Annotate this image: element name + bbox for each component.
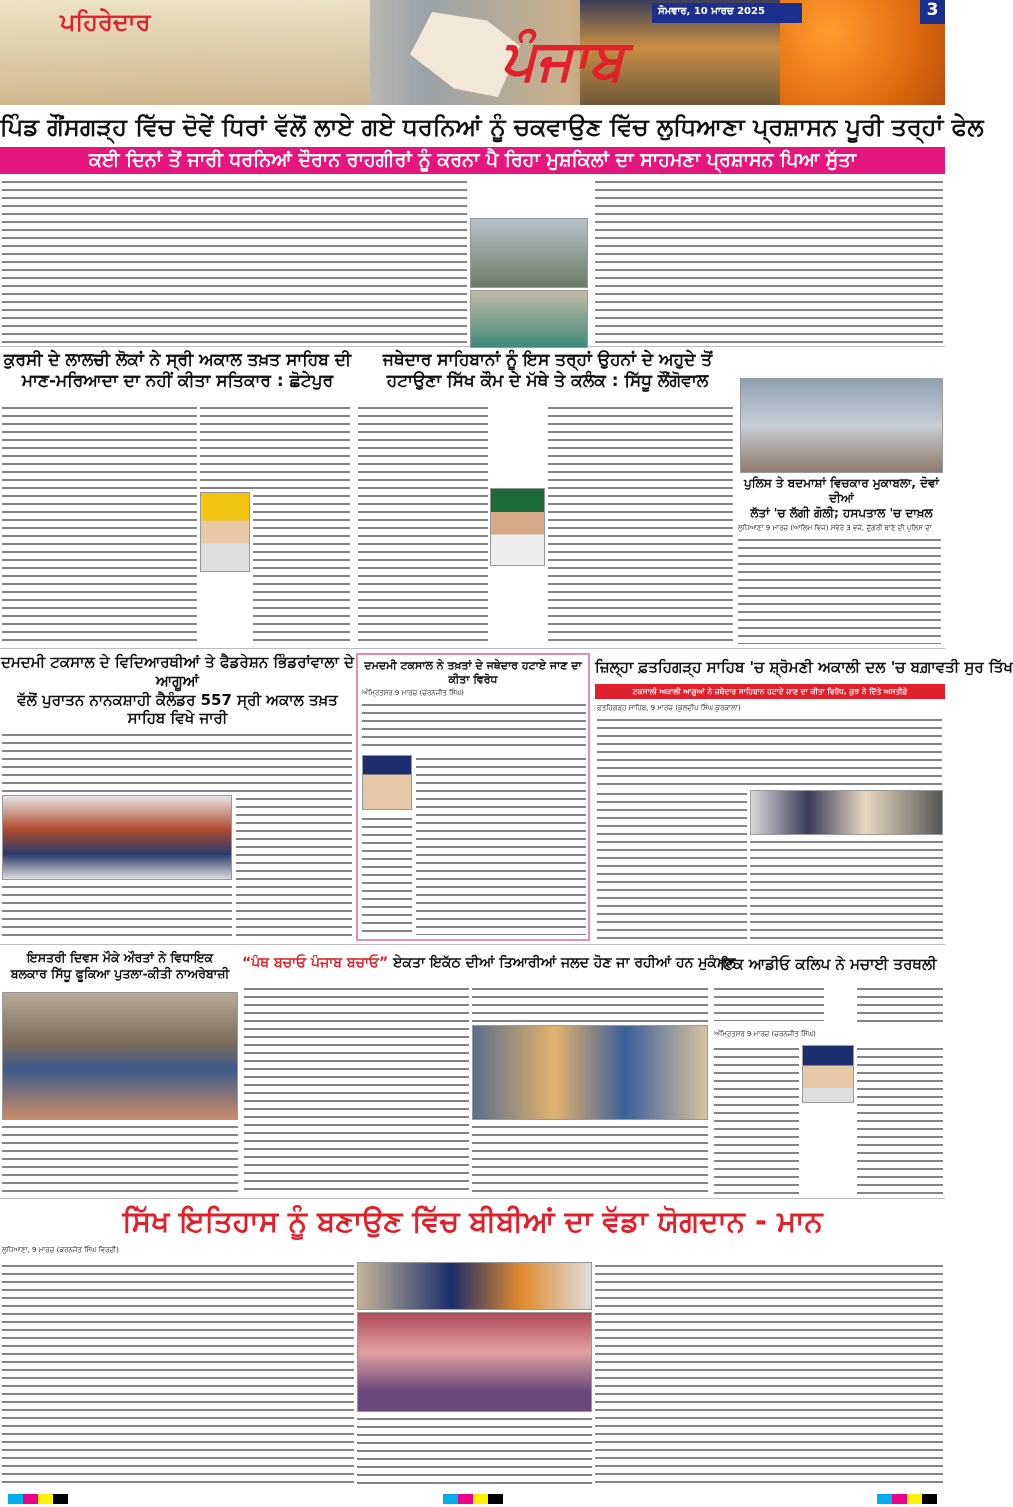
article-police-dateline: ਲੁਧਿਆਣਾ 9 ਮਾਰਚ (ਆਲਿਮ ਵਿਜ) ਸਵੇਰੇ 3 ਵਜੇ, ਦੁੱਗਰੀ ਥਾਣੇ ਦੀ ਪੁਲਿਸ ਦਾ <box>738 524 932 532</box>
article-longowal-body-2 <box>548 404 733 643</box>
registration-marks <box>443 1494 503 1504</box>
article-longowal-body <box>358 404 488 643</box>
masthead <box>0 0 945 105</box>
chhotepur-portrait <box>200 492 250 572</box>
masthead-photo-village-games <box>0 0 370 105</box>
article-fatehgarh-body-2 <box>597 790 747 940</box>
article-audio-clip-body-2 <box>714 1045 799 1195</box>
dharna-photo-1 <box>470 218 588 288</box>
article-fatehgarh-body <box>597 716 942 787</box>
article-police-headline: ਪੁਲਿਸ ਤੇ ਬਦਮਾਸ਼ਾਂ ਵਿਚਕਾਰ ਮੁਕਾਬਲਾ, ਦੋਵਾਂ ਦੀਆਂ ਲੱਤਾਂ 'ਚ ਲੱਗੀ ਗੋਲੀ; ਹਸਪਤਾਲ 'ਚ ਦਾਖ਼ਲ <box>744 476 939 520</box>
article-police <box>738 476 945 644</box>
divider <box>0 1198 945 1199</box>
article-panth-bachao-headline: “ਪੰਥ ਬਚਾਓ ਪੰਜਾਬ ਬਚਾਓ” ਏਕਤਾ ਇਕੱਠ ਦੀਆਂ ਤਿਆਰੀਆਂ ਜਲਦ ਹੋਣ ਜਾ ਰਹੀਆਂ ਹਨ ਮੁਕੰਮਲ <box>242 955 736 971</box>
taksal-leader-portrait <box>362 755 412 810</box>
registration-marks <box>877 1494 937 1504</box>
audio-clip-portrait <box>802 1045 854 1103</box>
article-panth-bachao-body <box>244 985 469 1195</box>
section-logo: ਪਹਿਰੇਦਾਰ <box>60 8 151 36</box>
section-title: ਪੰਜਾਬ <box>500 28 624 93</box>
date-label: ਸੋਮਵਾਰ, 10 ਮਾਰਚ 2025 <box>652 3 802 23</box>
article-taksal-box <box>356 653 590 941</box>
article-calendar-body <box>2 731 352 793</box>
article-chhotepur-body <box>2 404 197 643</box>
article-audio-clip-body-3 <box>857 985 943 1027</box>
article-police-body <box>738 536 941 644</box>
panth-bachao-meeting-photo <box>472 1025 708 1120</box>
lead-headline: ਪਿੰਡ ਗੌਂਸਗੜ੍ਹ ਵਿੱਚ ਦੋਵੇਂ ਧਿਰਾਂ ਵੱਲੋਂ ਲਾਏ ਗਏ ਧਰਨਿਆਂ ਨੂੰ ਚਕਵਾਉਣ ਵਿੱਚ ਲੁਧਿਆਣਾ ਪ੍ਰਸ਼ਾਸਨ ਪੂਰੀ ਤਰ੍ਹਾਂ ਫੇਲ <box>0 113 984 141</box>
divider <box>0 944 945 945</box>
article-calendar-body-2 <box>236 795 352 940</box>
article-panth-bachao-body-3 <box>472 1123 708 1195</box>
dharna-photo-2 <box>470 290 588 348</box>
article-womens-day-body <box>2 1123 238 1195</box>
fatehgarh-group-photo <box>750 790 943 835</box>
article-bibiyan-body <box>2 1262 354 1487</box>
bibiyan-audience-photo <box>357 1312 592 1412</box>
police-encounter-photo <box>740 378 943 473</box>
article-bibiyan-dateline: ਲੁਧਿਆਣਾ, 9 ਮਾਰਚ (ਕਰਨਜੋਤ ਸਿੰਘ ਵਿਰਦੀ) <box>2 1246 119 1254</box>
article-chhotepur-headline: ਕੁਰਸੀ ਦੇ ਲਾਲਚੀ ਲੋਕਾਂ ਨੇ ਸ੍ਰੀ ਅਕਾਲ ਤਖ਼ਤ ਸਾਹਿਬ ਦੀ ਮਾਣ-ਮਰਿਆਦਾ ਦਾ ਨਹੀਂ ਕੀਤਾ ਸਤਿਕਾਰ : ਛੋਟੇਪੁਰ <box>3 350 352 392</box>
article-bibiyan-body-3 <box>595 1262 943 1487</box>
calendar-release-photo <box>2 795 232 880</box>
article-taksal-headline: ਦਮਦਮੀ ਟਕਸਾਲ ਨੇ ਤਖ਼ਤਾਂ ਦੇ ਜਥੇਦਾਰ ਹਟਾਏ ਜਾਣ ਦਾ ਕੀਤਾ ਵਿਰੋਧ <box>364 659 582 686</box>
bibiyan-stage-photo <box>357 1262 592 1310</box>
effigy-protest-photo <box>2 992 238 1120</box>
article-fatehgarh-body-3 <box>750 838 943 940</box>
article-audio-clip-dateline: ਅੰਮ੍ਰਿਤਸਰ 9 ਮਾਰਚ (ਚਰਨਜੀਤ ਸਿੰਘ) <box>714 1030 816 1038</box>
longowal-portrait <box>490 488 545 566</box>
article-longowal-headline: ਜਥੇਦਾਰ ਸਾਹਿਬਾਨਾਂ ਨੂੰ ਇਸ ਤਰ੍ਹਾਂ ਉਹਨਾਂ ਦੇ ਅਹੁਦੇ ਤੋਂ ਹਟਾਉਣਾ ਸਿੱਖ ਕੌਮ ਦੇ ਮੱਥੇ ਤੇ ਕਲੰਕ : ਸਿੱਧੂ ਲੌਂਗੋਵਾਲ <box>382 350 713 392</box>
print-color-bar <box>0 1494 945 1507</box>
article-bibiyan-body-2 <box>357 1415 592 1487</box>
divider <box>0 648 945 649</box>
article-womens-day-headline: ਇਸਤਰੀ ਦਿਵਸ ਮੌਕੇ ਔਰਤਾਂ ਨੇ ਵਿਧਾਇਕ ਬਲਕਾਰ ਸਿੱਧੂ ਫੂਕਿਆ ਪੁਤਲਾ-ਕੀਤੀ ਨਾਅਰੇਬਾਜ਼ੀ <box>10 950 230 981</box>
article-chhotepur-body-2 <box>200 404 350 490</box>
article-calendar-body-3 <box>2 883 232 940</box>
article-audio-clip-body-4 <box>857 1045 943 1195</box>
article-audio-clip-headline: ਇਕ ਆਡੀਓ ਕਲਿਪ ਨੇ ਮਚਾਈ ਤਰਥਲੀ <box>720 955 937 973</box>
article-taksal-dateline: ਅੰਮ੍ਰਿਤਸਰ 9 ਮਾਰਚ (ਚਰਨਜੀਤ ਸਿੰਘ) <box>362 689 464 697</box>
article-panth-bachao-body-2 <box>472 985 708 1023</box>
article-calendar <box>0 653 355 793</box>
article-fatehgarh-dateline: ਫ਼ਤਹਿਗੜ੍ਹ ਸਾਹਿਬ, 9 ਮਾਰਚ (ਕੁਲਦੀਪ ਸਿੰਘ ਕੁਰਕਾਲਾ) <box>597 704 741 712</box>
lead-body-text-right <box>595 178 943 343</box>
lead-subheadline: ਕਈ ਦਿਨਾਂ ਤੋਂ ਜਾਰੀ ਧਰਨਿਆਂ ਦੌਰਾਨ ਰਾਹਗੀਰਾਂ ਨੂੰ ਕਰਨਾ ਪੈ ਰਿਹਾ ਮੁਸ਼ਕਿਲਾਂ ਦਾ ਸਾਹਮਣਾ ਪ੍ਰਸ਼ਾਸਨ ਪਿਆ ਸੁੱਤਾ <box>0 147 945 174</box>
article-fatehgarh-subheadline: ਟਕਸਾਲੀ ਅਕਾਲੀ ਆਗੂਆਂ ਨੇ ਜਥੇਦਾਰ ਸਾਹਿਬਾਨ ਹਟਾਏ ਜਾਣ ਦਾ ਕੀਤਾ ਵਿਰੋਧ, ਕੁਝ ਨੇ ਦਿੱਤੇ ਅਸਤੀਫ਼ੇ <box>595 684 945 699</box>
article-audio-clip-body <box>714 985 824 1021</box>
registration-marks <box>8 1494 68 1504</box>
article-calendar-headline: ਦਮਦਮੀ ਟਕਸਾਲ ਦੇ ਵਿਦਿਆਰਥੀਆਂ ਤੇ ਫੈਡਰੇਸ਼ਨ ਭਿੰਡਰਾਂਵਾਲਾ ਦੇ ਆਗੂਆਂ ਵੱਲੋਂ ਪੁਰਾਤਨ ਨਾਨਕਸ਼ਾਹੀ ਕੈਲੰਡਰ 557 ਸ੍ਰੀ ਅਕਾਲ ਤਖ਼ਤ ਸਾਹਿਬ ਵਿਖੇ ਜਾਰੀ <box>0 653 355 728</box>
article-bibiyan-headline: ਸਿੱਖ ਇਤਿਹਾਸ ਨੂੰ ਬਣਾਉਣ ਵਿੱਚ ਬੀਬੀਆਂ ਦਾ ਵੱਡਾ ਯੋਗਦਾਨ - ਮਾਨ <box>122 1204 823 1238</box>
article-fatehgarh-headline: ਜ਼ਿਲ੍ਹਾ ਫ਼ਤਹਿਗੜ੍ਹ ਸਾਹਿਬ 'ਚ ਸ਼੍ਰੋਮਣੀ ਅਕਾਲੀ ਦਲ 'ਚ ਬਗ਼ਾਵਤੀ ਸੁਰ ਤਿੱਖ <box>595 658 1013 676</box>
page-number: 3 <box>920 0 945 24</box>
lead-body-text <box>2 178 467 343</box>
article-chhotepur-body-3 <box>253 492 350 642</box>
